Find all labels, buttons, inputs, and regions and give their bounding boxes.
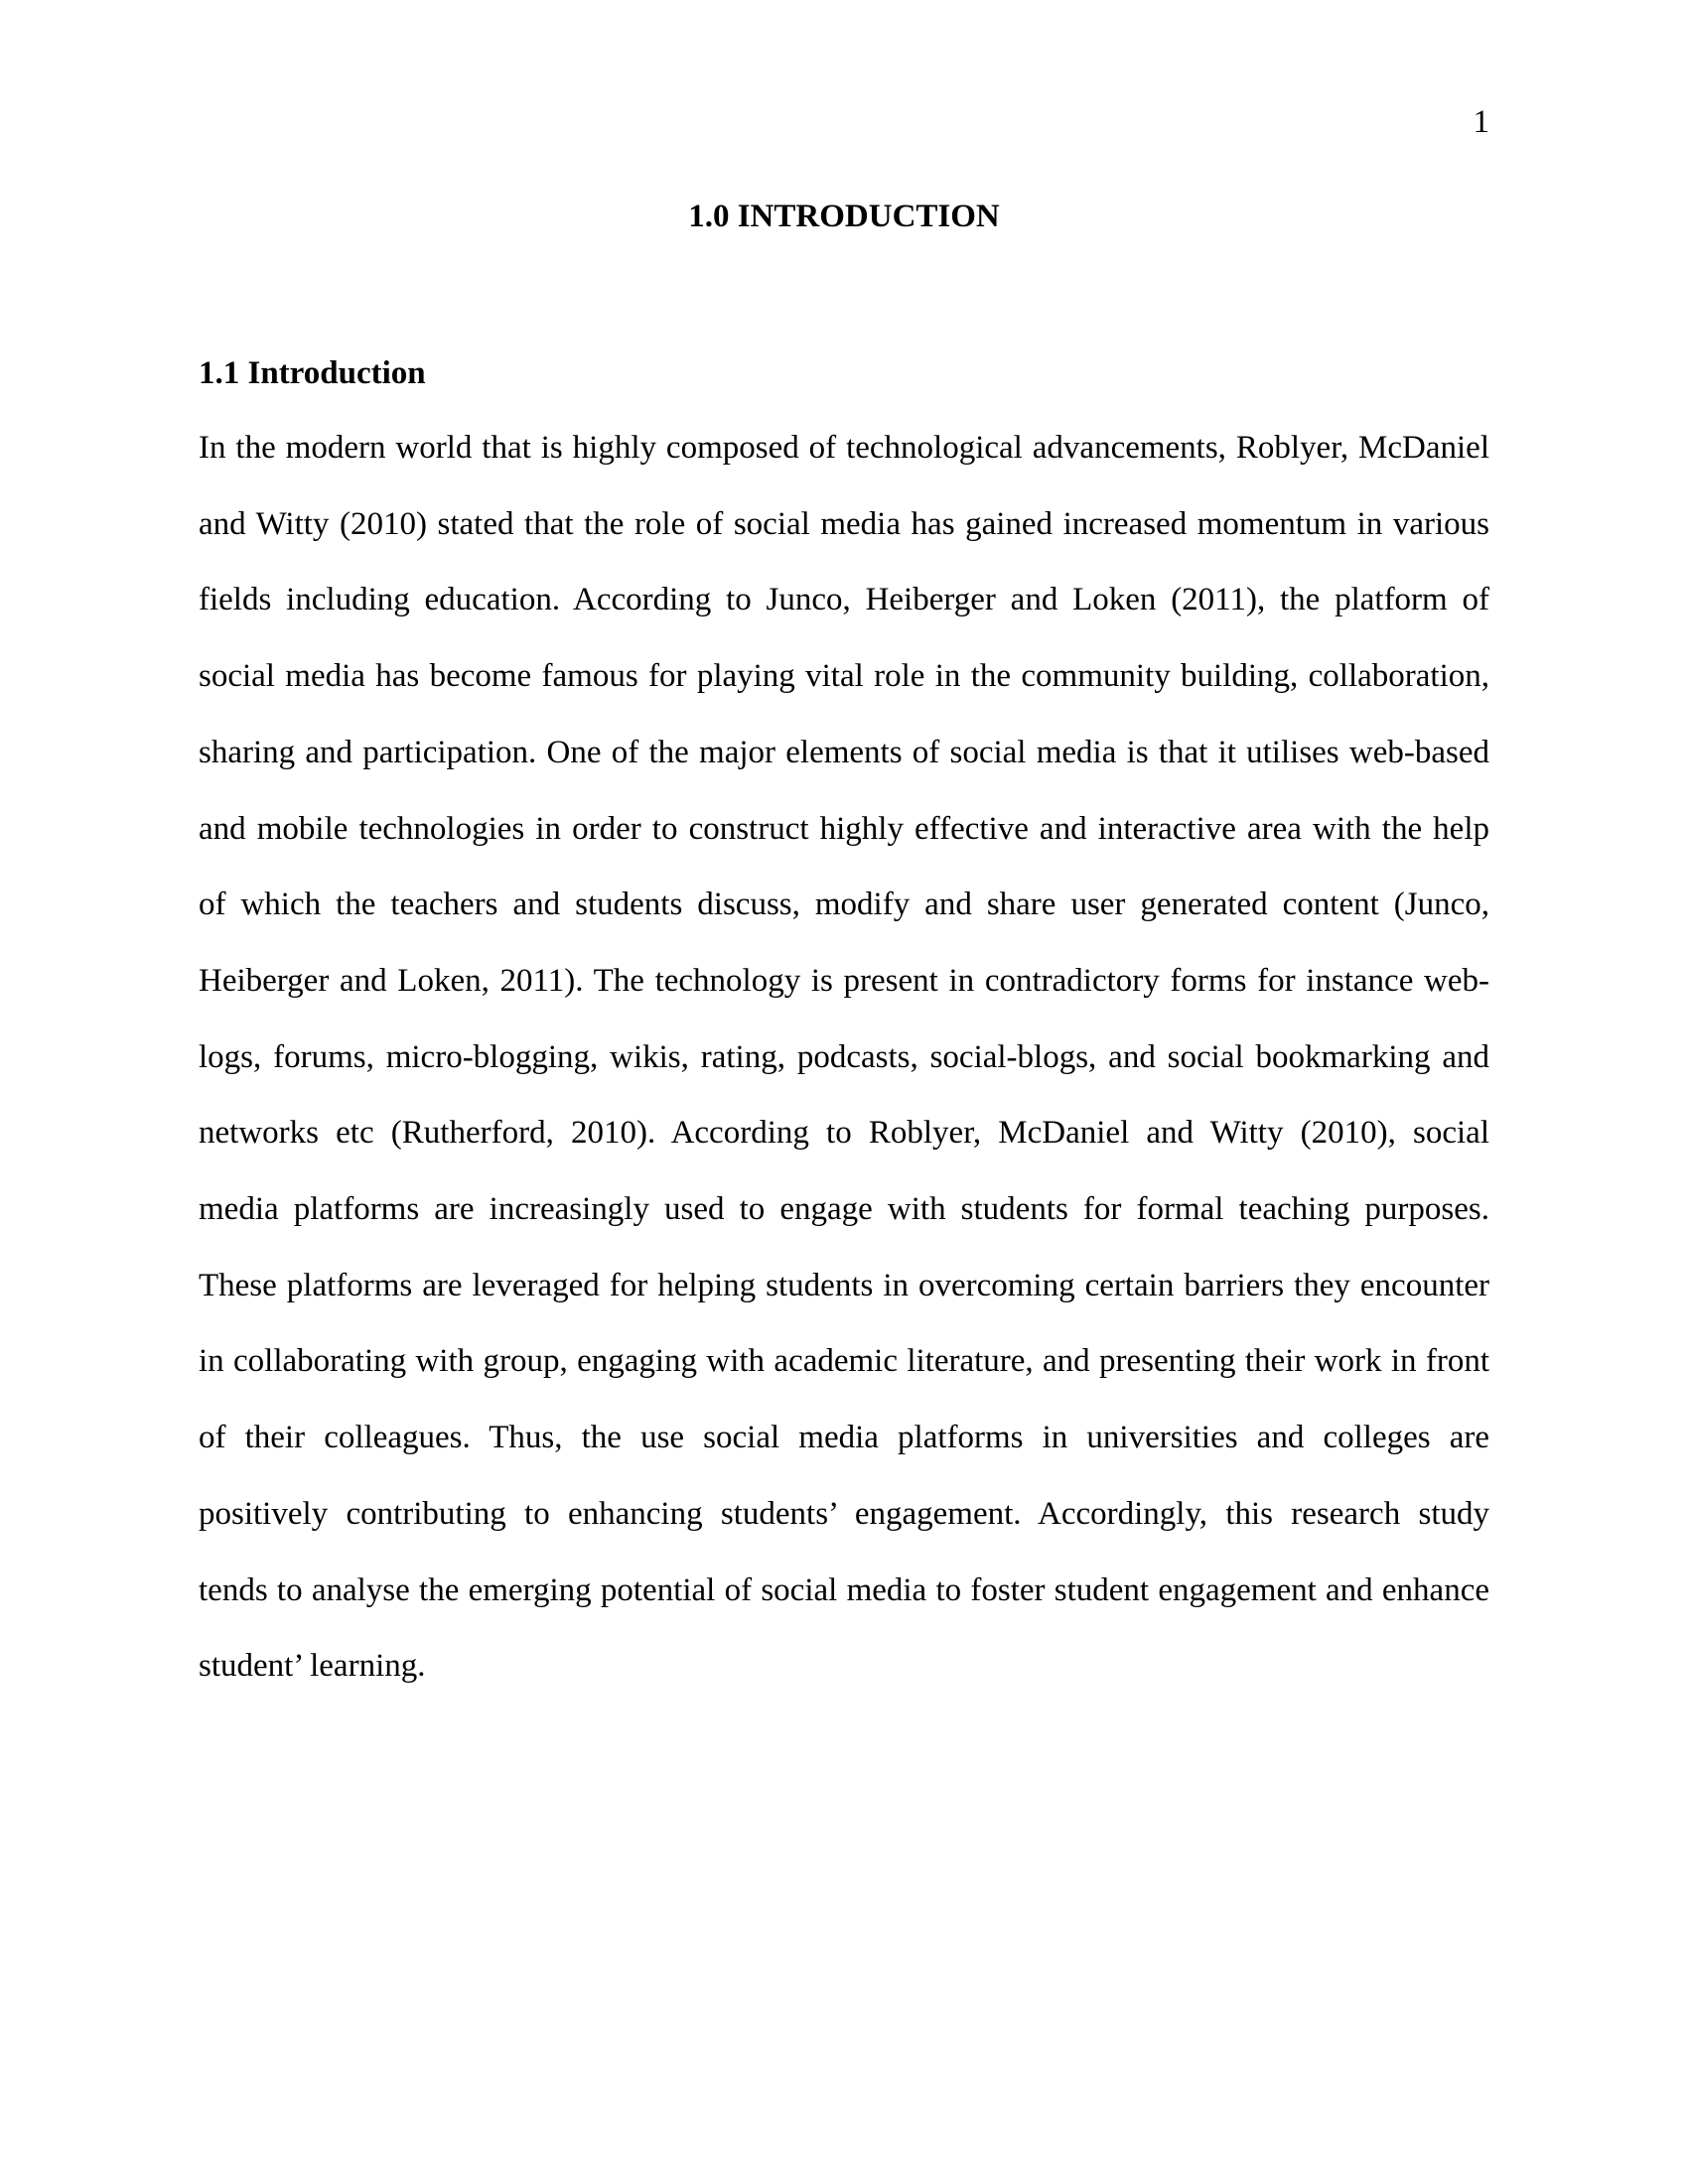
- chapter-heading: 1.0 INTRODUCTION: [688, 199, 1000, 234]
- paragraph-line: of which the teachers and students discuss, modify and share user generated content (Junco,: [199, 887, 1489, 923]
- paragraph-line: tends to analyse the emerging potential of social media to foster student engagement and enhance: [199, 1571, 1489, 1608]
- paragraph-line: media platforms are increasingly used to engage with students for formal teaching purposes.: [199, 1191, 1489, 1228]
- paragraph: [199, 410, 1489, 1705]
- paragraph-line: and Witty (2010) stated that the role of social media has gained increased momentum in various: [199, 505, 1489, 542]
- paragraph-line: In the modern world that is highly composed of technological advancements, Roblyer, McDaniel: [199, 430, 1489, 466]
- paragraph-line: sharing and participation. One of the major elements of social media is that it utilises web-based: [199, 734, 1489, 770]
- paragraph-line: logs, forums, micro-blogging, wikis, rating, podcasts, social-blogs, and social bookmarking and: [199, 1038, 1489, 1075]
- paragraph-line: and mobile technologies in order to construct highly effective and interactive area with the help: [199, 810, 1489, 847]
- paragraph-line: student’ learning.: [199, 1648, 426, 1685]
- paragraph-line: fields including education. According to Junco, Heiberger and Loken (2011), the platform of: [199, 582, 1489, 618]
- page-number: 1: [1473, 104, 1489, 140]
- paragraph-line: in collaborating with group, engaging with academic literature, and presenting their work in front: [199, 1343, 1489, 1380]
- paragraph-line: These platforms are leveraged for helping students in overcoming certain barriers they encounter: [199, 1267, 1489, 1303]
- paragraph-line: positively contributing to enhancing students’ engagement. Accordingly, this research study: [199, 1495, 1489, 1532]
- paragraph-line: of their colleagues. Thus, the use social media platforms in universities and colleges are: [199, 1420, 1489, 1456]
- section-heading: 1.1 Introduction: [199, 355, 426, 391]
- paragraph-line: Heiberger and Loken, 2011). The technology is present in contradictory forms for instance web-: [199, 962, 1489, 999]
- paragraph-line: networks etc (Rutherford, 2010). According to Roblyer, McDaniel and Witty (2010), social: [199, 1115, 1489, 1152]
- paragraph-line: social media has become famous for playing vital role in the community building, collaboration,: [199, 658, 1489, 695]
